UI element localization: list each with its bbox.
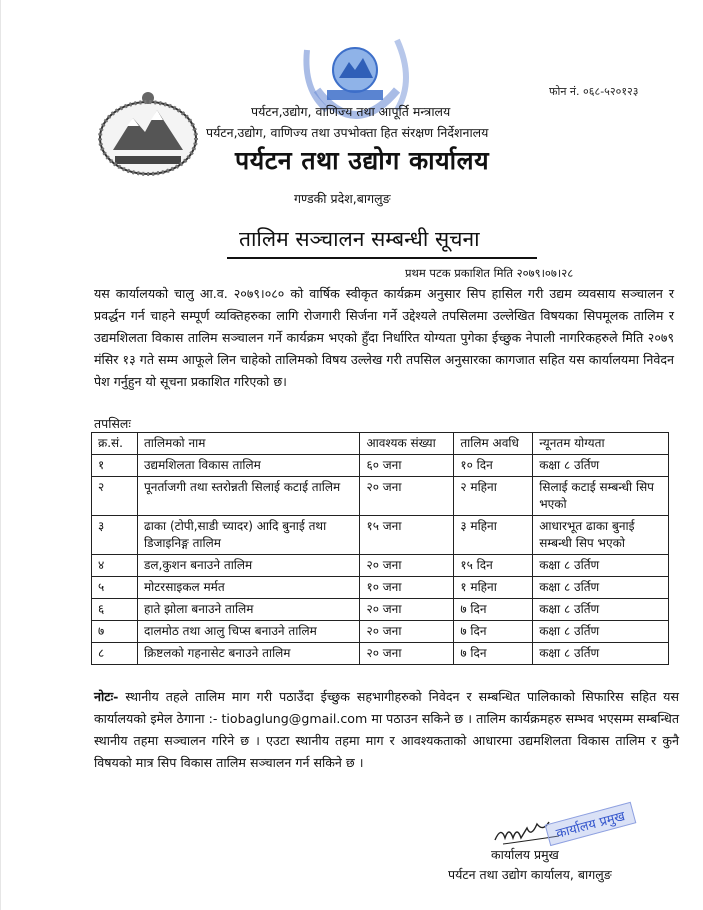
cell-serial: ३ <box>92 516 138 555</box>
header-serial: क्र.सं. <box>92 433 138 455</box>
signatory-office: पर्यटन तथा उद्योग कार्यालय, बागलुङ <box>448 867 612 882</box>
cell-required-number: ६० जना <box>360 455 454 477</box>
note-text: स्थानीय तहले तालिम माग गरी पठाउँदा ईच्छुक सहभागीहरुको निवेदन र सम्बन्धित पालिकाको सिफारिस सहित यस कार्यालयको इमेल ठेगाना :- tiobaglung@gmail.com मा पठाउन सकिने छ । तालिम कार्यक्रमहरु सम्भव भएसम्म सम्बन्धित स्थानीय तहमा सञ्चालन गरिने छ । एउटा स्थानीय तहमा माग र आवश्यकताको आधारमा उद्यमशिलता विकास तालिम र कुनै विषयको मात्र सिप विकास तालिम सञ्चालन गर्न सकिने छ । <box>94 689 679 770</box>
cell-qualification: सिलाई कटाई सम्बन्धी सिप भएको <box>533 477 669 516</box>
header-duration: तालिम अवधि <box>454 433 533 455</box>
note-label: नोटः- <box>94 689 119 704</box>
title-underline <box>227 257 537 259</box>
header-required-number: आवश्यक संख्या <box>360 433 454 455</box>
table-row <box>92 555 669 577</box>
ministry-name: पर्यटन,उद्योग, वाणिज्य तथा आपूर्ति मन्त्रालय <box>251 104 451 119</box>
cell-serial: ५ <box>92 577 138 599</box>
cell-duration: १५ दिन <box>454 555 533 577</box>
published-date: प्रथम पटक प्रकाशित मिति २०७९।०७।२८ <box>405 266 574 280</box>
table-row <box>92 621 669 643</box>
signatory-title: कार्यालय प्रमुख <box>491 847 559 862</box>
cell-training-name: डल,कुशन बनाउने तालिम <box>137 555 360 577</box>
office-name: पर्यटन तथा उद्योग कार्यालय <box>235 146 490 175</box>
cell-training-name: उद्यमशिलता विकास तालिम <box>137 455 360 477</box>
nepal-government-emblem <box>93 88 203 178</box>
cell-required-number: २० जना <box>360 599 454 621</box>
cell-qualification: कक्षा ८ उर्तिण <box>533 621 669 643</box>
table-row <box>92 643 669 665</box>
cell-duration: १ महिना <box>454 577 533 599</box>
cell-serial: १ <box>92 455 138 477</box>
cell-qualification: आधारभूत ढाका बुनाई सम्बन्धी सिप भएको <box>533 516 669 555</box>
training-table <box>91 432 669 665</box>
cell-serial: ७ <box>92 621 138 643</box>
cell-required-number: २० जना <box>360 477 454 516</box>
cell-training-name: हाते झोला बनाउने तालिम <box>137 599 360 621</box>
cell-qualification: कक्षा ८ उर्तिण <box>533 577 669 599</box>
cell-duration: ७ दिन <box>454 599 533 621</box>
header-qualification: न्यूनतम योग्यता <box>533 433 669 455</box>
cell-duration: ३ महिना <box>454 516 533 555</box>
table-row <box>92 477 669 516</box>
directorate-name: पर्यटन,उद्योग, वाणिज्य तथा उपभोक्ता हित संरक्षण निर्देशनालय <box>206 125 489 140</box>
notice-body: यस कार्यालयको चालु आ.व. २०७९।०८० को वार्षिक स्वीकृत कार्यक्रम अनुसार सिप हासिल गरी उद्यम व्यवसाय सञ्चालन र प्रवर्द्धन गर्न चाहने सम्पूर्ण व्यक्तिहरुका लागि रोजगारी सिर्जना गर्ने उद्देश्यले तपसिलमा उल्लेखित विषयका सिपमूलक तालिम र उद्यमशिलता विकास तालिम सञ्चालन गर्ने कार्यक्रम भएको हुँदा निर्धारित योग्यता पुगेका ईच्छुक नेपाली नागरिकहरुले मिति २०७९ मंसिर १३ गते सम्म आफूले लिन चाहेको तालिमको विषय उल्लेख गरी तपसिल अनुसारका कागजात सहित यस कार्यालयमा निवेदन पेश गर्नुहुन यो सूचना प्रकाशित गरिएको छ। <box>94 286 674 389</box>
province-location: गण्डकी प्रदेश,बागलुङ <box>294 191 391 206</box>
note-paragraph <box>94 686 679 774</box>
details-label: तपसिलः <box>94 416 131 431</box>
table-header-row <box>92 433 669 455</box>
cell-required-number: २० जना <box>360 621 454 643</box>
phone-number: फोन नं. ०६८-५२०१२३ <box>549 85 639 98</box>
cell-serial: ४ <box>92 555 138 577</box>
header-training-name: तालिमको नाम <box>137 433 360 455</box>
cell-required-number: २० जना <box>360 555 454 577</box>
cell-duration: २ महिना <box>454 477 533 516</box>
cell-serial: ८ <box>92 643 138 665</box>
cell-training-name: दालमोठ तथा आलु चिप्स बनाउने तालिम <box>137 621 360 643</box>
cell-duration: ७ दिन <box>454 643 533 665</box>
cell-required-number: १५ जना <box>360 516 454 555</box>
table-row <box>92 599 669 621</box>
cell-required-number: २० जना <box>360 643 454 665</box>
cell-qualification: कक्षा ८ उर्तिण <box>533 643 669 665</box>
cell-training-name: मोटरसाइकल मर्मत <box>137 577 360 599</box>
table-row <box>92 516 669 555</box>
cell-qualification: कक्षा ८ उर्तिण <box>533 555 669 577</box>
table-row <box>92 577 669 599</box>
cell-duration: १० दिन <box>454 455 533 477</box>
cell-training-name: ढाका (टोपी,साडी च्यादर) आदि बुनाई तथा डिजाइनिङ्ग तालिम <box>137 516 360 555</box>
table-row <box>92 455 669 477</box>
cell-qualification: कक्षा ८ उर्तिण <box>533 599 669 621</box>
notice-title: तालिम सञ्चालन सम्बन्धी सूचना <box>239 227 480 251</box>
cell-serial: ६ <box>92 599 138 621</box>
cell-training-name: पूनर्ताजगी तथा स्तरोन्नती सिलाई कटाई तालिम <box>137 477 360 516</box>
cell-qualification: कक्षा ८ उर्तिण <box>533 455 669 477</box>
cell-duration: ७ दिन <box>454 621 533 643</box>
office-chief-stamp: कार्यालय प्रमुख <box>545 802 636 846</box>
cell-training-name: क्रिष्टलको गहनासेट बनाउने तालिम <box>137 643 360 665</box>
cell-required-number: १० जना <box>360 577 454 599</box>
cell-serial: २ <box>92 477 138 516</box>
